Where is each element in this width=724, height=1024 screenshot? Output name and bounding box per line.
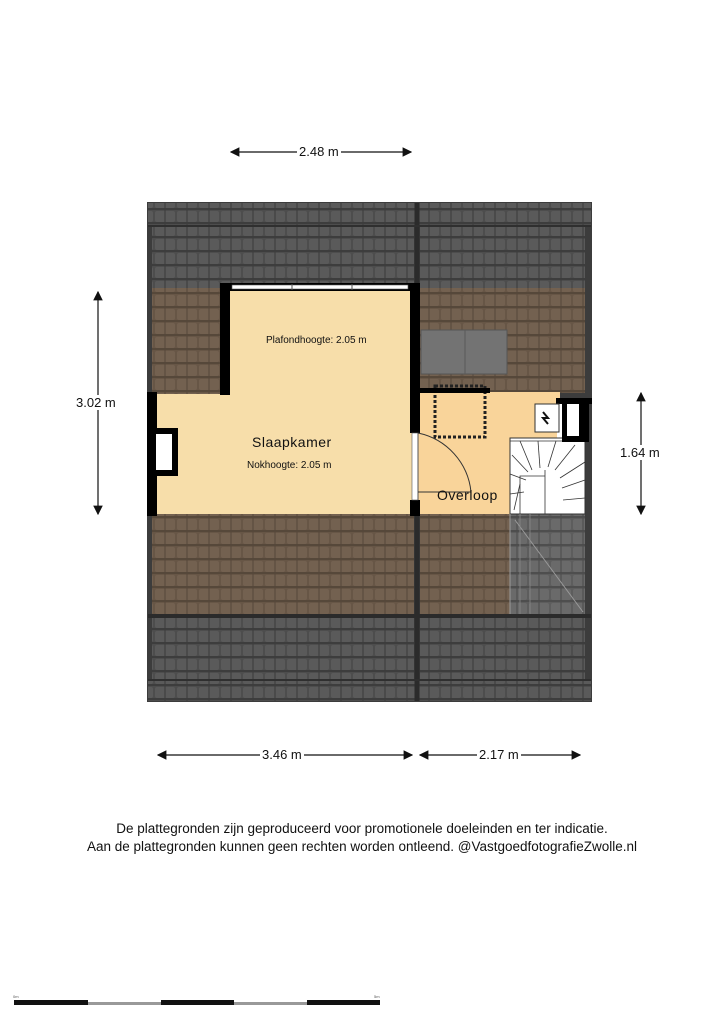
dimension-right-height: 1.64 m	[620, 445, 660, 460]
dimension-top-width: 2.48 m	[299, 144, 339, 159]
bedroom-name: Slaapkamer	[252, 434, 332, 450]
bedroom-ceiling-height: Plafondhoogte: 2.05 m	[266, 335, 367, 346]
chimney-left	[150, 428, 178, 476]
bedroom-ridge-height: Nokhoogte: 2.05 m	[247, 460, 332, 471]
scale-end-label: 5m	[374, 994, 380, 999]
disclaimer-line-1: De plattegronden zijn geproduceerd voor promotionele doeleinden en ter indicatie.	[116, 821, 608, 836]
disclaimer-line-2: Aan de plattegronden kunnen geen rechten worden ontleend. @VastgoedfotografieZwolle.nl	[86, 839, 638, 854]
landing-name: Overloop	[437, 487, 498, 503]
disclaimer	[0, 820, 724, 856]
scale-bar	[14, 1000, 380, 1005]
dimension-bottom-left-width: 3.46 m	[262, 747, 302, 762]
skylight	[421, 330, 507, 374]
dimension-bottom-right-width: 2.17 m	[479, 747, 519, 762]
dimension-left-height: 3.02 m	[76, 395, 116, 410]
window-top	[232, 284, 408, 290]
scale-start-label: 0m	[13, 994, 19, 999]
